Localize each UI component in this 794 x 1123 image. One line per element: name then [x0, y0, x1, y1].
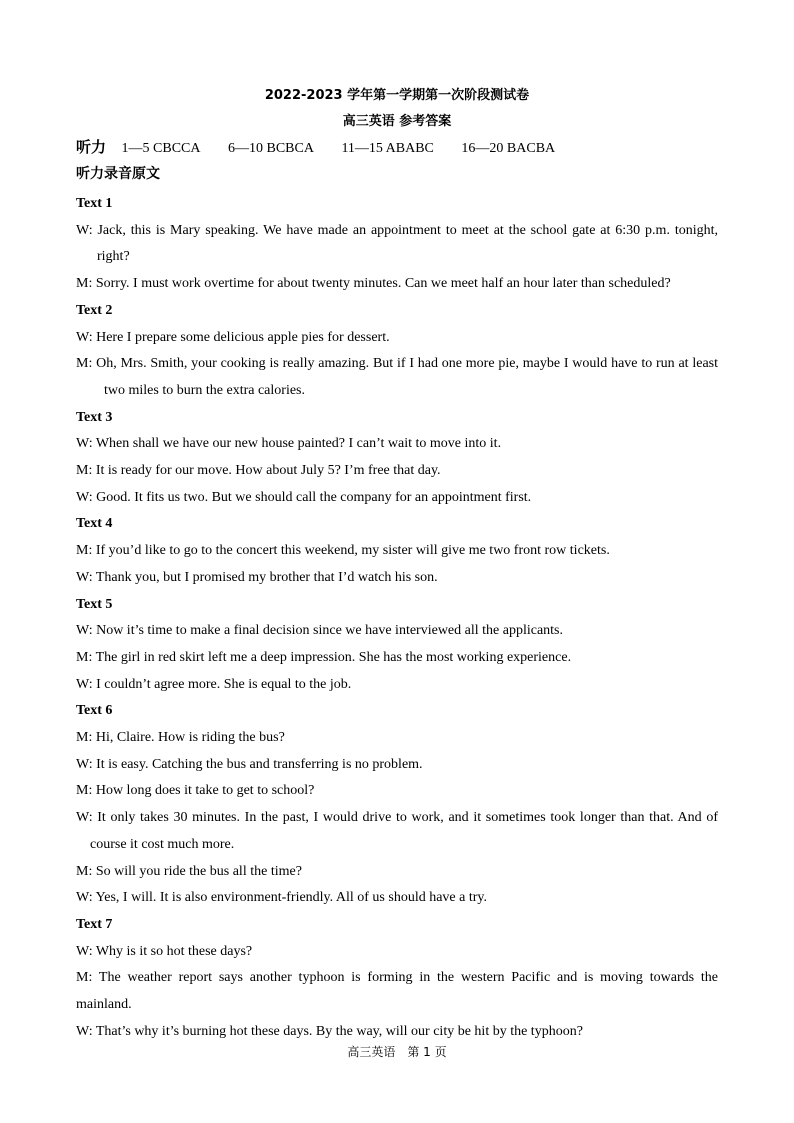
dialogue-line: W: I couldn’t agree more. She is equal to the job. — [76, 676, 352, 692]
transcript — [76, 191, 718, 1046]
dialogue-line: W: It is easy. Catching the bus and transferring is no problem. — [76, 756, 423, 772]
text-heading: Text 3 — [76, 409, 113, 425]
text-heading: Text 5 — [76, 596, 113, 612]
dialogue-line: W: Thank you, but I promised my brother that I’d watch his son. — [76, 569, 438, 585]
exam-title: 2022-2023 学年第一学期第一次阶段测试卷 — [264, 88, 530, 103]
text-heading: Text 6 — [76, 703, 113, 719]
dialogue-line: M: So will you ride the bus all the time? — [76, 863, 302, 879]
dialogue-line: M: The girl in red skirt left me a deep impression. She has the most working experience. — [76, 649, 572, 665]
answer-group: 1—5 CBCCA — [121, 141, 201, 156]
dialogue-line: W: Here I prepare some delicious apple pies for dessert. — [76, 329, 390, 345]
dialogue-line: W: It only takes 30 minutes. In the past, I would drive to work, and it sometimes took longer than that. And of course it cost much more. — [76, 810, 718, 852]
answer-group: 6—10 BCBCA — [227, 141, 314, 156]
page-footer: 高三英语 第 1 页 — [347, 1045, 447, 1059]
answer-group: 11—15 ABABC — [341, 141, 434, 156]
dialogue-line: M: Oh, Mrs. Smith, your cooking is really amazing. But if I had one more pie, maybe I would have to run at least two miles to burn the extra calories. — [76, 356, 718, 398]
dialogue-line: W: That’s why it’s burning hot these days. By the way, will our city be hit by the typhoon? — [76, 1023, 583, 1039]
dialogue-line: M: It is ready for our move. How about July 5? I’m free that day. — [76, 463, 441, 479]
text-heading: Text 7 — [76, 916, 113, 932]
transcript-heading: 听力录音原文 — [76, 166, 160, 182]
dialogue-line: W: Yes, I will. It is also environment-friendly. All of us should have a try. — [76, 890, 487, 906]
dialogue-line: M: Sorry. I must work overtime for about twenty minutes. Can we meet half an hour later than scheduled? — [76, 276, 671, 292]
dialogue-line: W: Why is it so hot these days? — [76, 943, 253, 959]
text-heading: Text 1 — [76, 196, 113, 211]
dialogue-line: M: The weather report says another typhoon is forming in the western Pacific and is moving towards the mainland. — [76, 970, 718, 1013]
dialogue-line: W: Jack, this is Mary speaking. We have made an appointment to meet at the school gate at 6:30 p.m. tonight, right? — [76, 222, 718, 265]
answers-label: 听力 — [76, 138, 107, 156]
answer-key-subtitle: 高三英语 参考答案 — [342, 114, 452, 129]
text-heading: Text 2 — [76, 302, 113, 318]
text-heading: Text 4 — [76, 516, 113, 532]
dialogue-line: M: How long does it take to get to school? — [76, 783, 315, 799]
answer-group: 16—20 BACBA — [461, 141, 556, 156]
dialogue-line: M: Hi, Claire. How is riding the bus? — [76, 730, 285, 746]
listening-answers — [76, 136, 579, 157]
dialogue-line: W: When shall we have our new house painted? I can’t wait to move into it. — [76, 436, 502, 452]
dialogue-line: M: If you’d like to go to the concert this weekend, my sister will give me two front row tickets. — [76, 543, 610, 559]
dialogue-line: W: Now it’s time to make a final decision since we have interviewed all the applicants. — [76, 623, 563, 639]
dialogue-line: W: Good. It fits us two. But we should call the company for an appointment first. — [76, 489, 532, 505]
